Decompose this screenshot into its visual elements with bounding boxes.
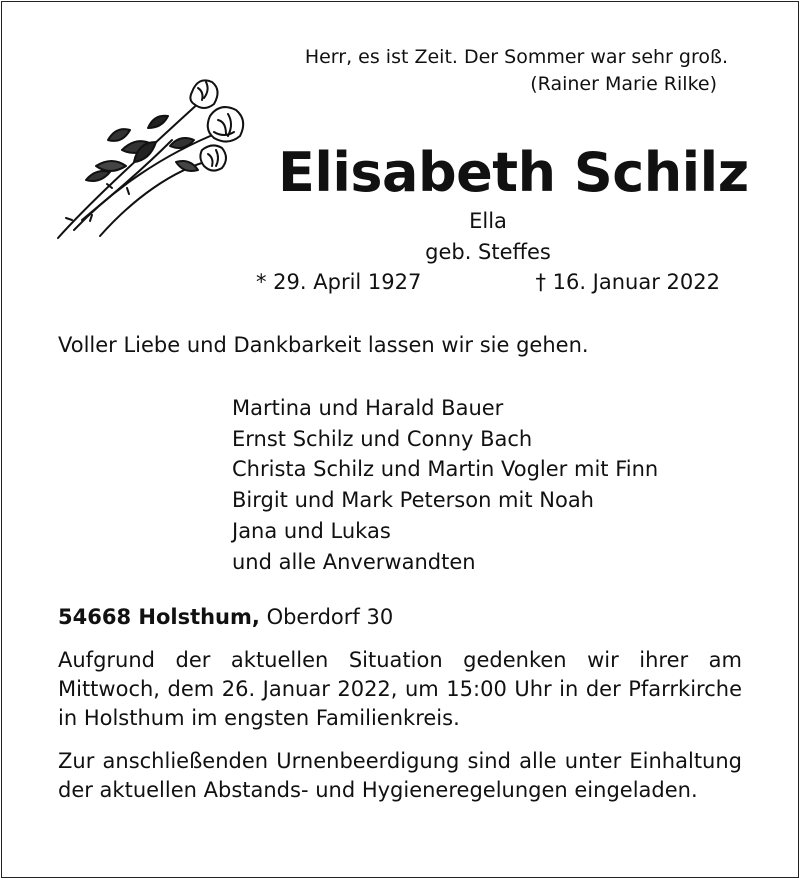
roses-illustration: [52, 70, 248, 246]
birth-date: * 29. April 1927: [256, 270, 422, 294]
address-town: 54668 Holsthum,: [58, 605, 260, 629]
mourner-item: und alle Anverwandten: [232, 549, 476, 574]
mourner-item: Martina und Harald Bauer: [232, 396, 504, 420]
address-line: [58, 602, 393, 632]
quote-author: (Rainer Marie Rilke): [530, 73, 717, 95]
urn-burial-paragraph: Zur anschließenden Urnenbeerdigung sind alle unter Einhaltung der aktuellen Abstands- und Hygieneregelungen eingeladen.: [58, 749, 742, 802]
deceased-nickname: Ella: [469, 209, 507, 233]
quote-text: Herr, es ist Zeit. Der Sommer war sehr groß.: [304, 46, 728, 68]
memorial-service-paragraph: Aufgrund der aktuellen Situation gedenken wir ihrer am Mittwoch, dem 26. Januar 2022, um 15:00 Uhr in der Pfarrkirche in Holsthum im engsten Familienkreis.: [58, 648, 742, 730]
mourner-item: Christa Schilz und Martin Vogler mit Finn: [232, 457, 659, 482]
death-date: † 16. Januar 2022: [535, 270, 720, 294]
mourners-list: [232, 393, 658, 577]
mourner-item: Ernst Schilz und Conny Bach: [232, 426, 533, 451]
address-street: Oberdorf 30: [266, 605, 394, 629]
epigraph-quote: [305, 44, 728, 98]
deceased-birth-name: geb. Steffes: [425, 240, 551, 264]
mourner-item: Birgit und Mark Peterson mit Noah: [232, 488, 594, 513]
intro-line: Voller Liebe und Dankbarkeit lassen wir sie gehen.: [58, 333, 589, 357]
mourner-item: Jana und Lukas: [232, 518, 391, 543]
deceased-name: Elisabeth Schilz: [278, 141, 749, 204]
